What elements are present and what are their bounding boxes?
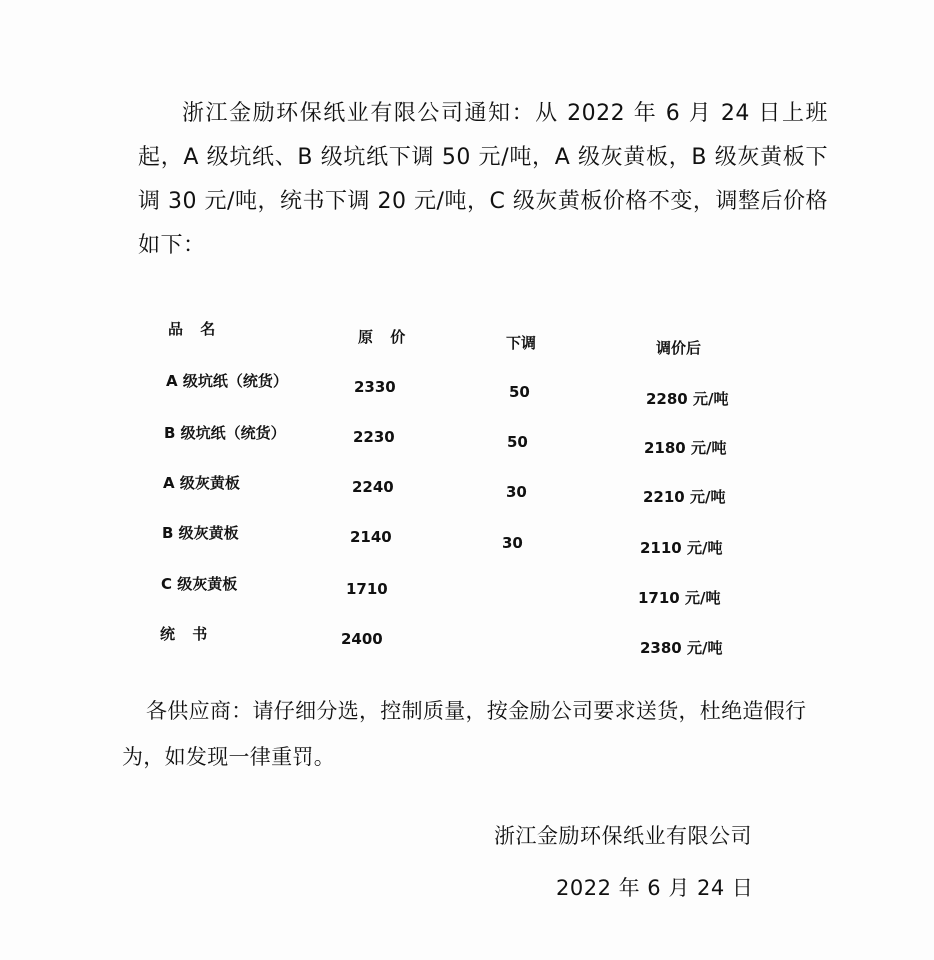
row-1-adjusted: 2180 元/吨 [644,439,727,457]
row-2-name: A 级灰黄板 [163,474,240,492]
row-3-decrease: 30 [502,534,523,552]
header-adjusted-price: 调价后 [656,339,702,357]
row-4-adjusted: 1710 元/吨 [638,589,721,607]
row-0-name: A 级坑纸（统货） [166,372,288,390]
header-original-price: 原 价 [358,328,412,346]
row-1-decrease: 50 [507,433,528,451]
row-1-original: 2230 [353,428,395,446]
notice-intro-paragraph: 浙江金励环保纸业有限公司通知：从 2022 年 6 月 24 日上班起，A 级坑纸、B 级坑纸下调 50 元/吨，A 级灰黄板，B 级灰黄板下调 30 元/吨，统书下调 20 元/吨，C 级灰黄板价格不变，调整后价格如下： [138,101,828,258]
signature-company: 浙江金励环保纸业有限公司 [494,824,752,848]
signature-date: 2022 年 6 月 24 日 [556,876,754,900]
row-0-original: 2330 [354,378,396,396]
row-2-original: 2240 [352,478,394,496]
row-3-adjusted: 2110 元/吨 [640,539,723,557]
row-5-adjusted: 2380 元/吨 [640,639,723,657]
row-4-name: C 级灰黄板 [161,575,238,593]
header-decrease: 下调 [506,334,537,352]
row-0-adjusted: 2280 元/吨 [646,390,729,408]
row-0-decrease: 50 [509,383,530,401]
row-2-adjusted: 2210 元/吨 [643,488,726,506]
row-3-original: 2140 [350,528,392,546]
row-3-name: B 级灰黄板 [162,524,239,542]
row-2-decrease: 30 [506,483,527,501]
row-1-name: B 级坑纸（统货） [164,424,286,442]
row-4-original: 1710 [346,580,388,598]
row-5-name: 统 书 [160,625,214,643]
supplier-notice-paragraph: 各供应商：请仔细分选，控制质量，按金励公司要求送货，杜绝造假行为，如发现一律重罚。 [122,699,807,769]
header-product-name: 品 名 [168,320,222,338]
row-5-original: 2400 [341,630,383,648]
